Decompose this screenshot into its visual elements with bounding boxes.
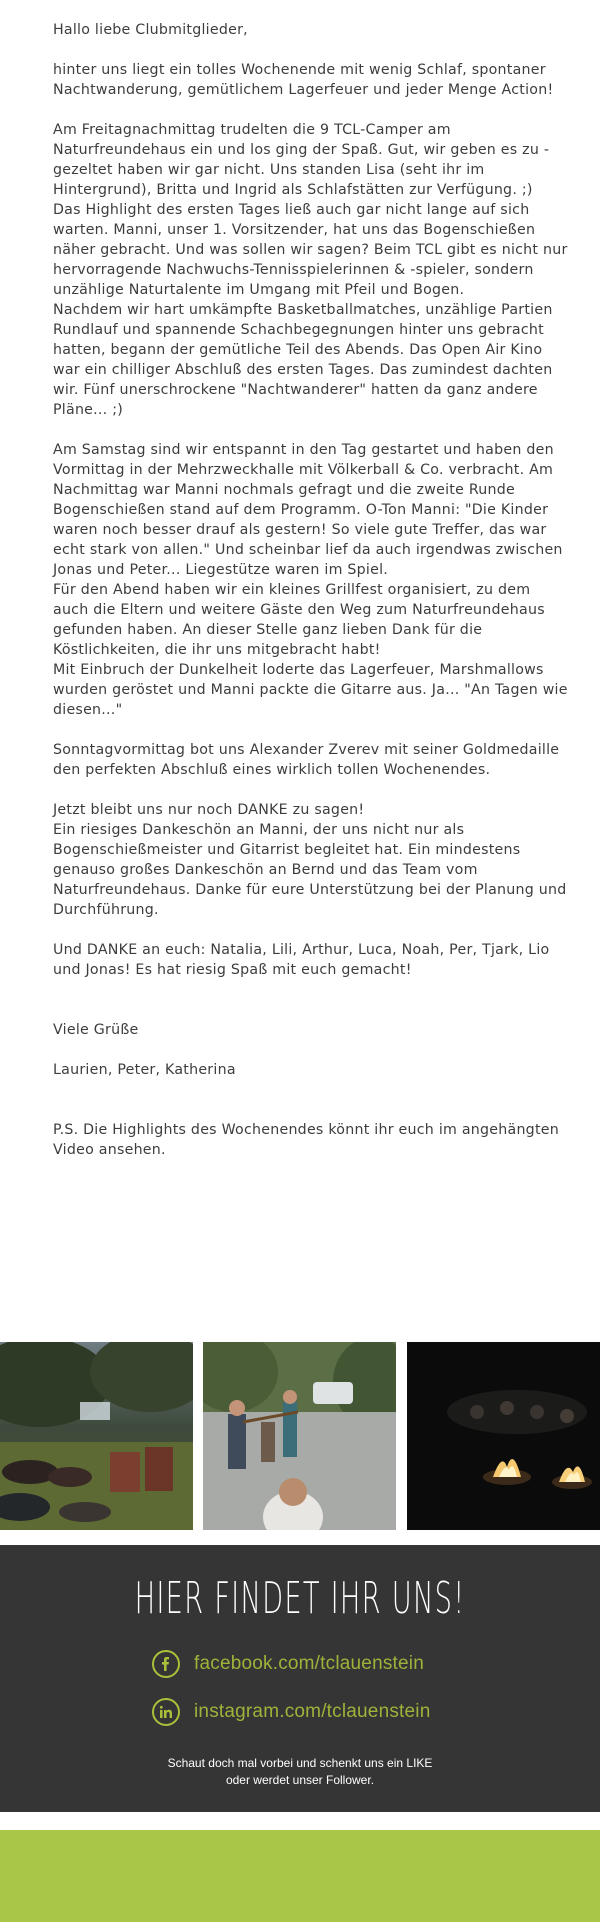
friday-paragraph-1: Am Freitagnachmittag trudelten die 9 TCL-Camper am Naturfreundehaus ein und los ging der Spaß. Gut, wir geben es zu - gezeltet haben wir gar nicht. Uns standen Lisa (seht ihr im Hintergrund), Britta und Ingrid als Schlafstätten zur Verfügung. ;) [53, 122, 550, 198]
intro-paragraph: hinter uns liegt ein tolles Wochenende mit wenig Schlaf, spontaner Nachtwanderung, gemütlichem Lagerfeuer und jeder Menge Action! [53, 62, 554, 98]
thanks-paragraph-1: Jetzt bleibt uns nur noch DANKE zu sagen! [53, 802, 365, 818]
saturday-paragraph-2: Für den Abend haben wir ein kleines Grillfest organisiert, zu dem auch die Eltern und weitere Gäste den Weg zum Naturfreundehaus gefunden haben. An dieser Stelle ganz lieben Dank für die Köstlichkeiten, die ihr uns mitgebracht habt! [53, 582, 545, 658]
saturday-paragraph-1: Am Samstag sind wir entspannt in den Tag gestartet und haben den Vormittag in der Mehrzweckhalle mit Völkerball & Co. verbracht. Am Nachmittag war Manni nochmals gefragt und die zweite Runde Bogenschießen stand auf dem Programm. O-Ton Manni: "Die Kinder waren noch besser drauf als gestern! So viele gute Treffer, das war echt stark von allen." Und scheinbar lief da auch irgendwas zwischen Jonas und Peter... Liegestütze waren im Spiel. [53, 442, 563, 578]
photo-strip [0, 1342, 600, 1530]
facebook-icon [152, 1650, 180, 1678]
instagram-icon [152, 1698, 180, 1726]
greeting: Hallo liebe Clubmitglieder, [53, 22, 248, 38]
footer-note-line-1: Schaut doch mal vorbei und schenkt uns ein LIKE [167, 1756, 433, 1770]
archery-photo[interactable] [203, 1342, 396, 1530]
footer-title: HIER FINDET IHR UNS! [134, 1573, 466, 1624]
footer [0, 1545, 600, 1812]
saturday-paragraph-3: Mit Einbruch der Dunkelheit loderte das Lagerfeuer, Marshmallows wurden geröstet und Manni packte die Gitarre aus. Ja... "An Tagen wie diesen..." [53, 662, 568, 718]
saturday-section [53, 440, 568, 720]
friday-paragraph-2: Das Highlight des ersten Tages ließ auch gar nicht lange auf sich warten. Manni, unser 1. Vorsitzender, hat uns das Bogenschießen näher gebracht. Und was sollen wir sagen? Beim TCL gibt es nicht nur hervorragende Nachwuchs-Tennisspielerinnen & -spieler, sondern unzählige Naturtalente im Umgang mit Pfeil und Bogen. [53, 202, 568, 298]
instagram-link-text: instagram.com/tclauenstein [194, 1701, 431, 1722]
friday-paragraph-3: Nachdem wir hart umkämpfte Basketballmatches, unzählige Partien Rundlauf und spannende Schachbegegnungen hinter uns gebracht hatten, begann der gemütliche Teil des Abends. Das Open Air Kino war ein chilliger Abschluß des ersten Tages. Das zumindest dachten wir. Fünf unerschrockene "Nachtwanderer" hatten da ganz andere Pläne... ;) [53, 302, 553, 418]
open-air-cinema-photo[interactable] [0, 1342, 193, 1530]
friday-section [53, 120, 568, 420]
thanks-section [53, 800, 568, 920]
thanks-participants: Und DANKE an euch: Natalia, Lili, Arthur, Luca, Noah, Per, Tjark, Lio und Jonas! Es hat riesig Spaß mit euch gemacht! [53, 942, 550, 978]
footer-note-line-2: oder werdet unser Follower. [225, 1773, 375, 1787]
campfire-photo[interactable] [407, 1342, 600, 1530]
instagram-link[interactable] [152, 1695, 472, 1729]
facebook-link-text: facebook.com/tclauenstein [194, 1653, 424, 1674]
facebook-link[interactable] [152, 1647, 472, 1681]
sunday-paragraph: Sonntagvormittag bot uns Alexander Zverev mit seiner Goldmedaille den perfekten Abschluß eines wirklich tollen Wochenendes. [53, 742, 560, 778]
postscript: P.S. Die Highlights des Wochenendes könnt ihr euch im angehängten Video ansehen. [53, 1122, 559, 1158]
green-band [0, 1830, 600, 1922]
thanks-paragraph-2: Ein riesiges Dankeschön an Manni, der uns nicht nur als Bogenschießmeister und Gitarrist begleitet hat. Ein mindestens genauso großes Dankeschön an Bernd und das Team vom Naturfreundehaus. Danke für eure Unterstützung bei der Planung und Durchführung. [53, 822, 567, 918]
closing: Viele Grüße [53, 1022, 139, 1038]
newsletter-body [53, 20, 568, 1180]
footer-note [0, 1755, 600, 1789]
signature: Laurien, Peter, Katherina [53, 1062, 236, 1078]
